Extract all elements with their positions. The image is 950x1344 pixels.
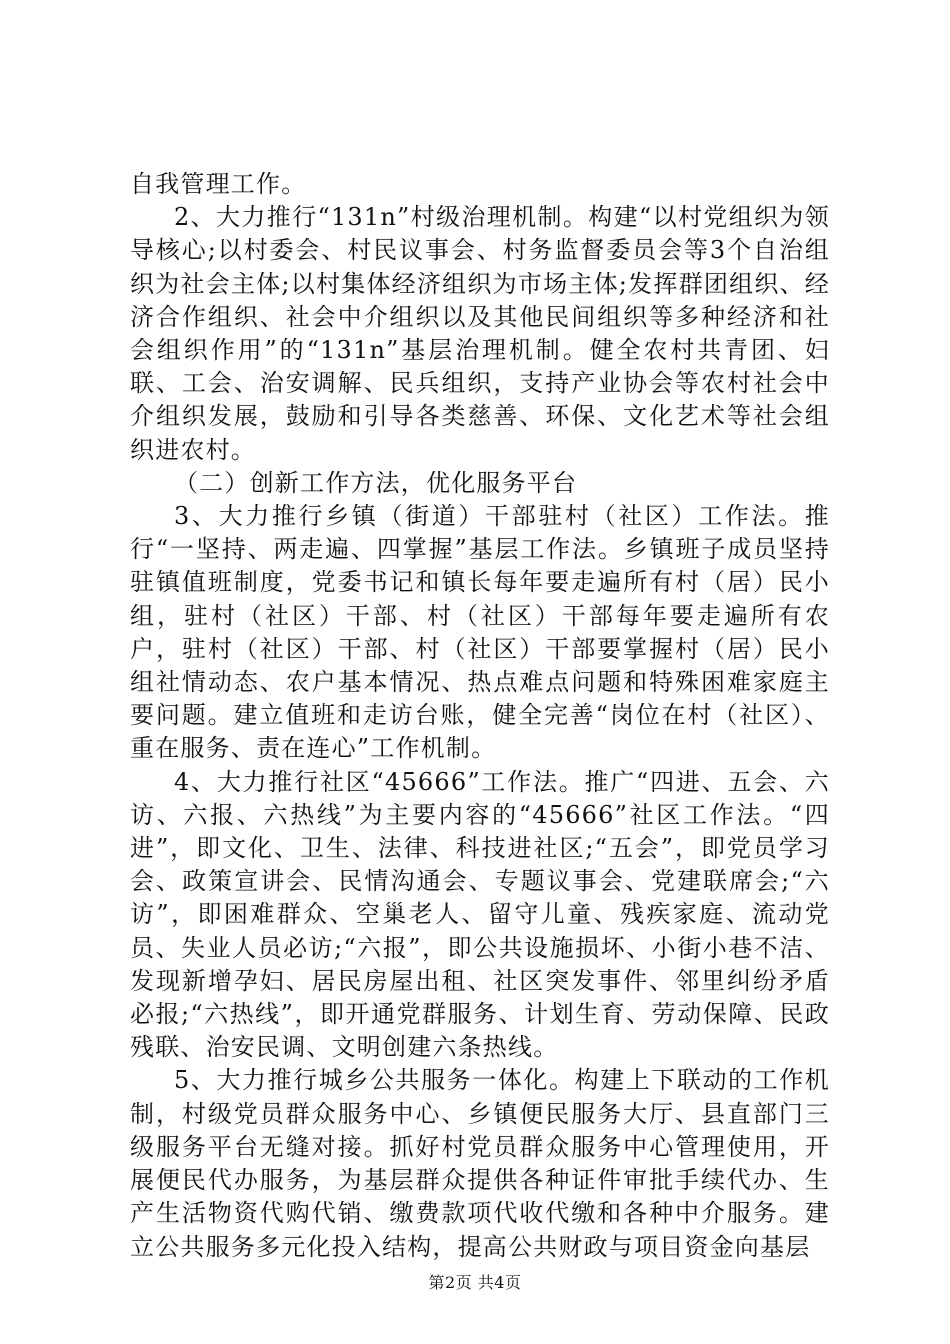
paragraph-item-3: 3、大力推行乡镇（街道）干部驻村（社区）工作法。推行“一坚持、两走遍、四掌握”基层工作法。乡镇班子成员坚持驻镇值班制度，党委书记和镇长每年要走遍所有村（居）民小组，驻村（社区）干部、村（社区）干部每年要走遍所有农户，驻村（社区）干部、村（社区）干部要掌握村（居）民小组社情动态、农户基本情况、热点难点问题和特殊困难家庭主要问题。建立值班和走访台账，健全完善“岗位在村（社区）、重在服务、责在连心”工作机制。	[130, 502, 830, 763]
paragraph-item-5: 5、大力推行城乡公共服务一体化。构建上下联动的工作机制，村级党员群众服务中心、乡镇便民服务大厅、县直部门三级服务平台无缝对接。抓好村党员群众服务中心管理使用，开展便民代办服务，为基层群众提供各种证件审批手续代办、生产生活物资代购代销、缴费款项代收代缴和各种中介服务。建立公共服务多元化投入结构，提高公共财政与项目资金向基层	[130, 1066, 830, 1261]
page-number-label: 第2页 共4页	[428, 1273, 522, 1292]
section-heading: （二）创新工作方法，优化服务平台	[174, 468, 578, 497]
paragraph-continuation: 自我管理工作。	[130, 170, 307, 198]
document-body	[130, 168, 830, 1264]
page-footer	[0, 1273, 950, 1293]
paragraph-item-2: 2、大力推行“131n”村级治理机制。构建“以村党组织为领导核心;以村委会、村民议事会、村务监督委员会等3个自治组织为社会主体;以村集体经济组织为市场主体;发挥群团组织、经济合作组织、社会中介组织以及其他民间组织等多种经济和社会组织作用”的“131n”基层治理机制。健全农村共青团、妇联、工会、治安调解、民兵组织，支持产业协会等农村社会中介组织发展，鼓励和引导各类慈善、环保、文化艺术等社会组织进农村。	[130, 203, 830, 464]
paragraph-item-4: 4、大力推行社区“45666”工作法。推广“四进、五会、六访、六报、六热线”为主要内容的“45666”社区工作法。“四进”，即文化、卫生、法律、科技进社区;“五会”，即党员学习会、政策宣讲会、民情沟通会、专题议事会、党建联席会;“六访”，即困难群众、空巢老人、留守儿童、残疾家庭、流动党员、失业人员必访;“六报”，即公共设施损坏、小街小巷不洁、发现新增孕妇、居民房屋出租、社区突发事件、邻里纠纷矛盾必报;“六热线”，即开通党群服务、计划生育、劳动保障、民政残联、治安民调、文明创建六条热线。	[130, 767, 830, 1062]
